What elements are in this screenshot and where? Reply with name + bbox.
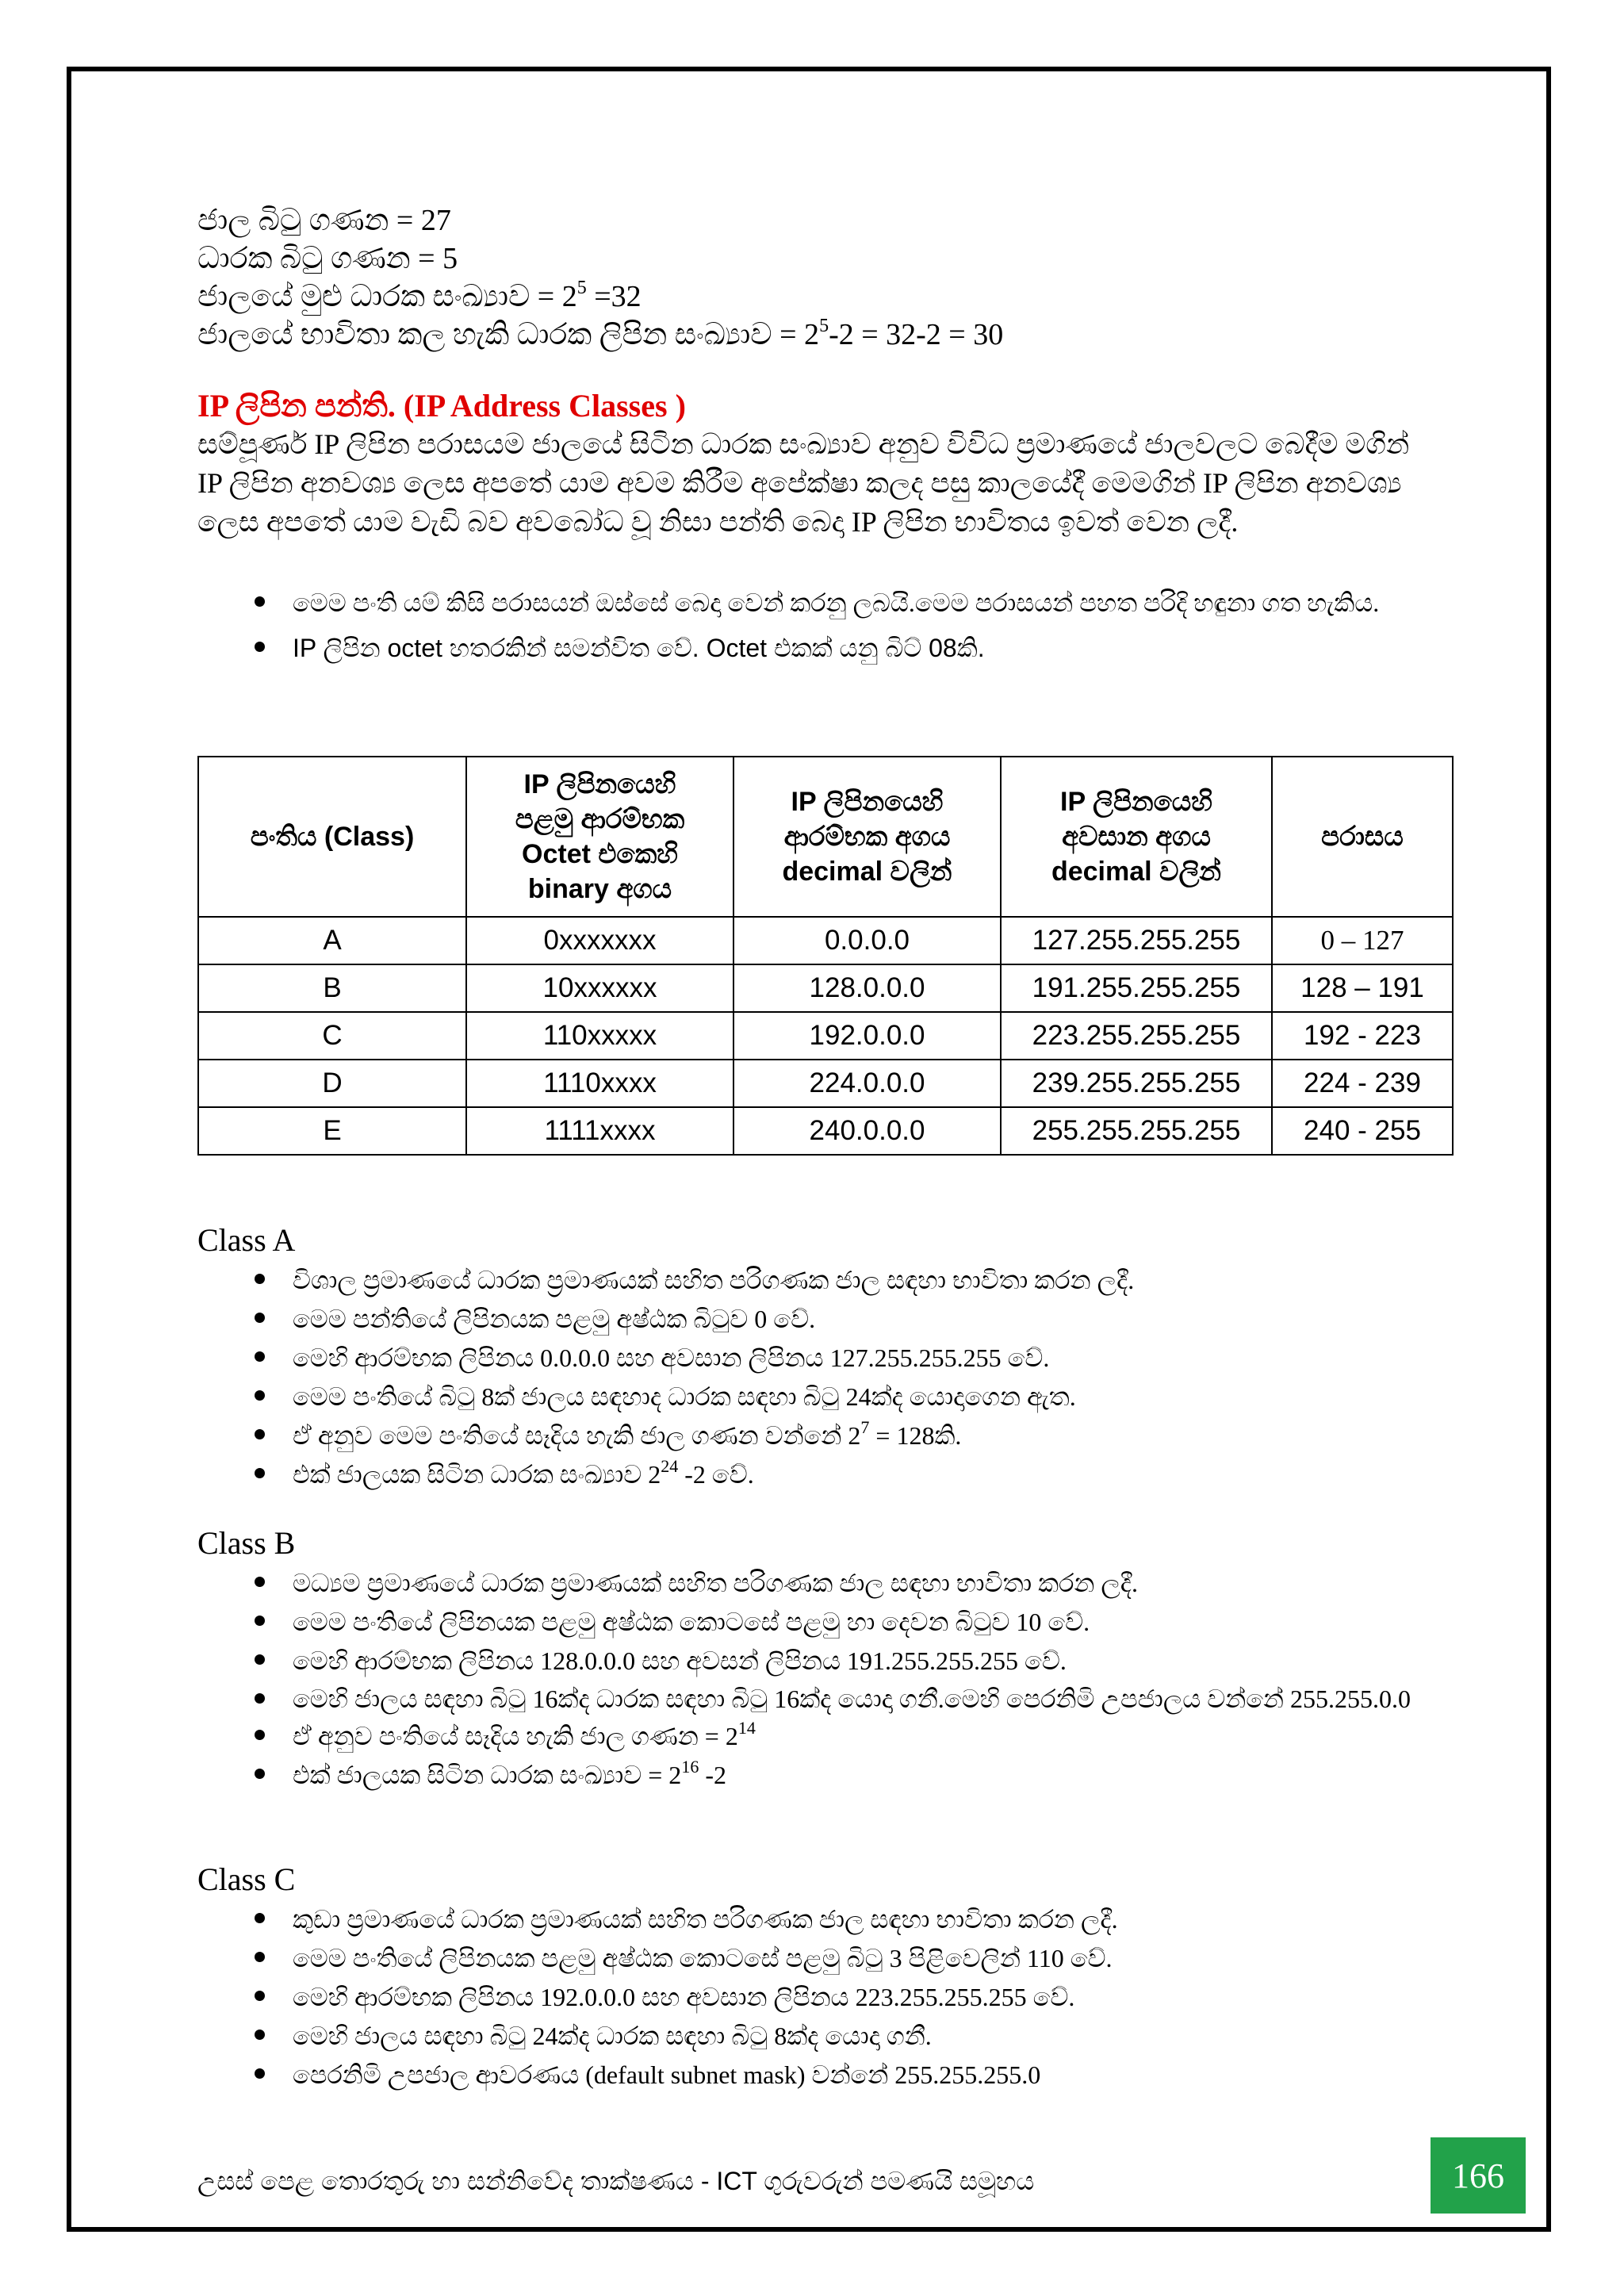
calc-line-host-bits: ධාරක බිටු ගණන = 5 xyxy=(197,242,458,275)
cell-binary: 110xxxxx xyxy=(466,1012,733,1060)
list-item: මෙම පන්තියේ ලිපිනයක පළමු අෂ්ඨක බිටුව 0 වේ. xyxy=(197,1300,1466,1339)
cell-binary: 10xxxxxx xyxy=(466,964,733,1012)
list-item: ඒ අනුව පංතියේ සෑදිය හැකි ජාල ගණන = $2^{14}$ xyxy=(197,1717,1466,1756)
cell-class: E xyxy=(198,1107,466,1155)
list-item: මධ්‍යම ප්‍රමාණයේ ධාරක ප්‍රමාණයක් සහිත පරිගණක ජාල සඳහා භාවිතා කරන ලදී. xyxy=(197,1564,1466,1603)
section-heading: IP ලිපින පන්ති. (IP Address Classes ) xyxy=(197,388,686,424)
list-item: මෙම පංතියේ බිටු 8ක් ජාලය සඳහාද ධාරක සඳහා බිටු 24ක්ද යොදාගෙන ඇත. xyxy=(197,1378,1466,1416)
bullet-icon xyxy=(255,642,265,652)
class-b-heading: Class B xyxy=(197,1525,296,1561)
bullet-icon xyxy=(255,596,265,607)
calc-line-total-hosts: ජාලයේ මුළු ධාරක සංඛ්‍යාව = $2^5 =32$ xyxy=(197,278,642,313)
bullet-icon xyxy=(255,1769,265,1779)
list-item: විශාල ප්‍රමාණයේ ධාරක ප්‍රමාණයක් සහිත පරිගණක ජාල සඳහා භාවිතා කරන ලදී. xyxy=(197,1261,1466,1300)
bullet-icon xyxy=(255,1730,265,1740)
class-b-list xyxy=(197,1564,1466,1795)
cell-start: 128.0.0.0 xyxy=(733,964,1001,1012)
table-row xyxy=(198,964,1453,1012)
bullet-icon xyxy=(255,1390,265,1401)
list-item: මෙහි ආරම්භක ලිපිනය 128.0.0.0 සහ අවසන් ලිපිනය 191.255.255.255 වේ. xyxy=(197,1642,1466,1681)
bullet-icon xyxy=(255,1351,265,1362)
bullet-icon xyxy=(255,1991,265,2001)
list-item: මෙම පංතියේ ලිපිනයක පළමු අෂ්ඨක කොටසේ පළමු හා දෙවන බිටුව 10 වේ. xyxy=(197,1603,1466,1642)
class-a-heading: Class A xyxy=(197,1222,296,1258)
bullet-icon xyxy=(255,1274,265,1284)
calc-line-network-bits: ජාල බිටු ගණන = 27 xyxy=(197,204,451,237)
list-item: කුඩා ප්‍රමාණයේ ධාරක ප්‍රමාණයක් සහිත පරිගණක ජාල සඳහා භාවිතා කරන ලදී. xyxy=(197,1900,1466,1939)
cell-end: 239.255.255.255 xyxy=(1001,1060,1272,1107)
class-c-list xyxy=(197,1900,1466,2095)
footer-text: උසස් පෙළ තොරතුරු හා සන්නිවේද තාක්ෂණය - ICT ගුරුවරුන් පමණයි සමූහය xyxy=(197,2167,1035,2195)
bullet-icon xyxy=(255,1913,265,1923)
list-item: මෙහි ජාලය සඳහා බිටු 24ක්ද ධාරක සඳහා බිටු 8ක්ද යොදා ගනී. xyxy=(197,2017,1466,2056)
ip-class-table xyxy=(197,756,1454,1156)
table-row xyxy=(198,1107,1453,1155)
bullet-icon xyxy=(255,1654,265,1665)
table-row xyxy=(198,917,1453,964)
cell-range: 0 – 127 xyxy=(1272,917,1453,964)
cell-end: 127.255.255.255 xyxy=(1001,917,1272,964)
bullet-icon xyxy=(255,1577,265,1587)
intro-paragraph: සම්පූර්ණ IP ලිපින පරාසයම ජාලයේ සිටින ධාරක සංඛ්‍යාව අනුව විවිධ ප්‍රමාණයේ ජාලවලට බෙදීම මගින් IP ලිපින අනවශ්‍ය ලෙස අපතේ යාම අවම කිරීම අපේක්ෂා කලද පසු කාලයේදී මෙමගින් IP ලිපින අනවශ්‍ය ලෙස අපතේ යාම වැඩි බව අවබෝධ වූ නිසා පන්ති බෙදා IP ලිපින භාවිතය ඉවත් වෙන ලදී. xyxy=(197,428,1410,538)
class-a-list xyxy=(197,1261,1466,1494)
cell-range: 128 – 191 xyxy=(1272,964,1453,1012)
bullet-icon xyxy=(255,1616,265,1626)
list-item: එක් ජාලයක සිටින ධාරක සංඛ්‍යාව = $2^{16}$ -2 xyxy=(197,1756,1466,1795)
bullet-icon xyxy=(255,1693,265,1704)
header-range: පරාසය xyxy=(1272,757,1453,917)
bullet-icon xyxy=(255,2030,265,2040)
list-item: IP ලිපින octet හතරකින් සමන්විත වේ. Octet එකක් යනු බිට් 08කි. xyxy=(197,629,1466,668)
list-item: මෙහි ජාලය සඳහා බිටු 16ක්ද ධාරක සඳහා බිටු 16ක්ද යොදා ගනී.මෙහි පෙරනිමි උපජාලය වන්නේ 255.255.0.0 xyxy=(197,1681,1466,1717)
table-row xyxy=(198,1012,1453,1060)
bullet-icon xyxy=(255,2068,265,2079)
table-row xyxy=(198,1060,1453,1107)
class-c-heading: Class C xyxy=(197,1861,296,1897)
list-item: එක් ජාලයක සිටින ධාරක සංඛ්‍යාව $2^{24}$ -2 වේ. xyxy=(197,1455,1466,1494)
list-item: මෙහි ආරම්භක ලිපිනය 192.0.0.0 සහ අවසාන ලිපිනය 223.255.255.255 වේ. xyxy=(197,1978,1466,2017)
cell-range: 224 - 239 xyxy=(1272,1060,1453,1107)
cell-class: A xyxy=(198,917,466,964)
cell-start: 224.0.0.0 xyxy=(733,1060,1001,1107)
bullet-icon xyxy=(255,1468,265,1478)
list-item: පෙරනිමි උපජාල ආවරණය (default subnet mask) වන්නේ 255.255.255.0 xyxy=(197,2056,1466,2095)
header-class: පංතිය (Class) xyxy=(198,757,466,917)
list-item: මෙහි ආරම්භක ලිපිනය 0.0.0.0 සහ අවසාන ලිපිනය 127.255.255.255 වේ. xyxy=(197,1339,1466,1378)
cell-class: D xyxy=(198,1060,466,1107)
cell-start: 0.0.0.0 xyxy=(733,917,1001,964)
table-header-row xyxy=(198,757,1453,917)
cell-end: 191.255.255.255 xyxy=(1001,964,1272,1012)
cell-binary: 1111xxxx xyxy=(466,1107,733,1155)
cell-binary: 0xxxxxxx xyxy=(466,917,733,964)
list-item: ඒ අනුව මෙම පංතියේ සෑදිය හැකි ජාල ගණන වන්නේ $2^7$ = 128කි. xyxy=(197,1416,1466,1455)
cell-end: 223.255.255.255 xyxy=(1001,1012,1272,1060)
cell-end: 255.255.255.255 xyxy=(1001,1107,1272,1155)
cell-start: 240.0.0.0 xyxy=(733,1107,1001,1155)
cell-binary: 1110xxxx xyxy=(466,1060,733,1107)
list-item: මෙම පංති යම් කිසි පරාසයන් ඔස්සේ බෙදා වෙන් කරනු ලබයි.මෙම පරාසයන් පහත පරිදි හඳුනා ගත හැකිය. xyxy=(197,584,1466,623)
header-end: IP ලිපිනයෙහි අවසාන අගය decimal වලින් xyxy=(1001,757,1272,917)
cell-range: 240 - 255 xyxy=(1272,1107,1453,1155)
header-binary: IP ලිපිනයෙහි පළමු ආරම්භක Octet එකෙහි binary අගය xyxy=(466,757,733,917)
bullet-icon xyxy=(255,1952,265,1962)
cell-range: 192 - 223 xyxy=(1272,1012,1453,1060)
header-start: IP ලිපිනයෙහි ආරම්භක අගය decimal වලින් xyxy=(733,757,1001,917)
calc-line-usable-hosts: ජාලයේ භාවිතා කල හැකි ධාරක ලිපින සංඛ්‍යාව = $2^5-2 = 32-2 = 30$ xyxy=(197,316,1004,351)
list-item: මෙම පංතියේ ලිපිනයක පළමු අෂ්ඨක කොටසේ පළමු බිටු 3 පිළිවෙලින් 110 වේ. xyxy=(197,1939,1466,1978)
cell-class: C xyxy=(198,1012,466,1060)
intro-bullet-list xyxy=(197,584,1466,668)
cell-class: B xyxy=(198,964,466,1012)
bullet-icon xyxy=(255,1313,265,1323)
bullet-icon xyxy=(255,1429,265,1439)
cell-start: 192.0.0.0 xyxy=(733,1012,1001,1060)
page-number: 166 xyxy=(1431,2137,1526,2214)
